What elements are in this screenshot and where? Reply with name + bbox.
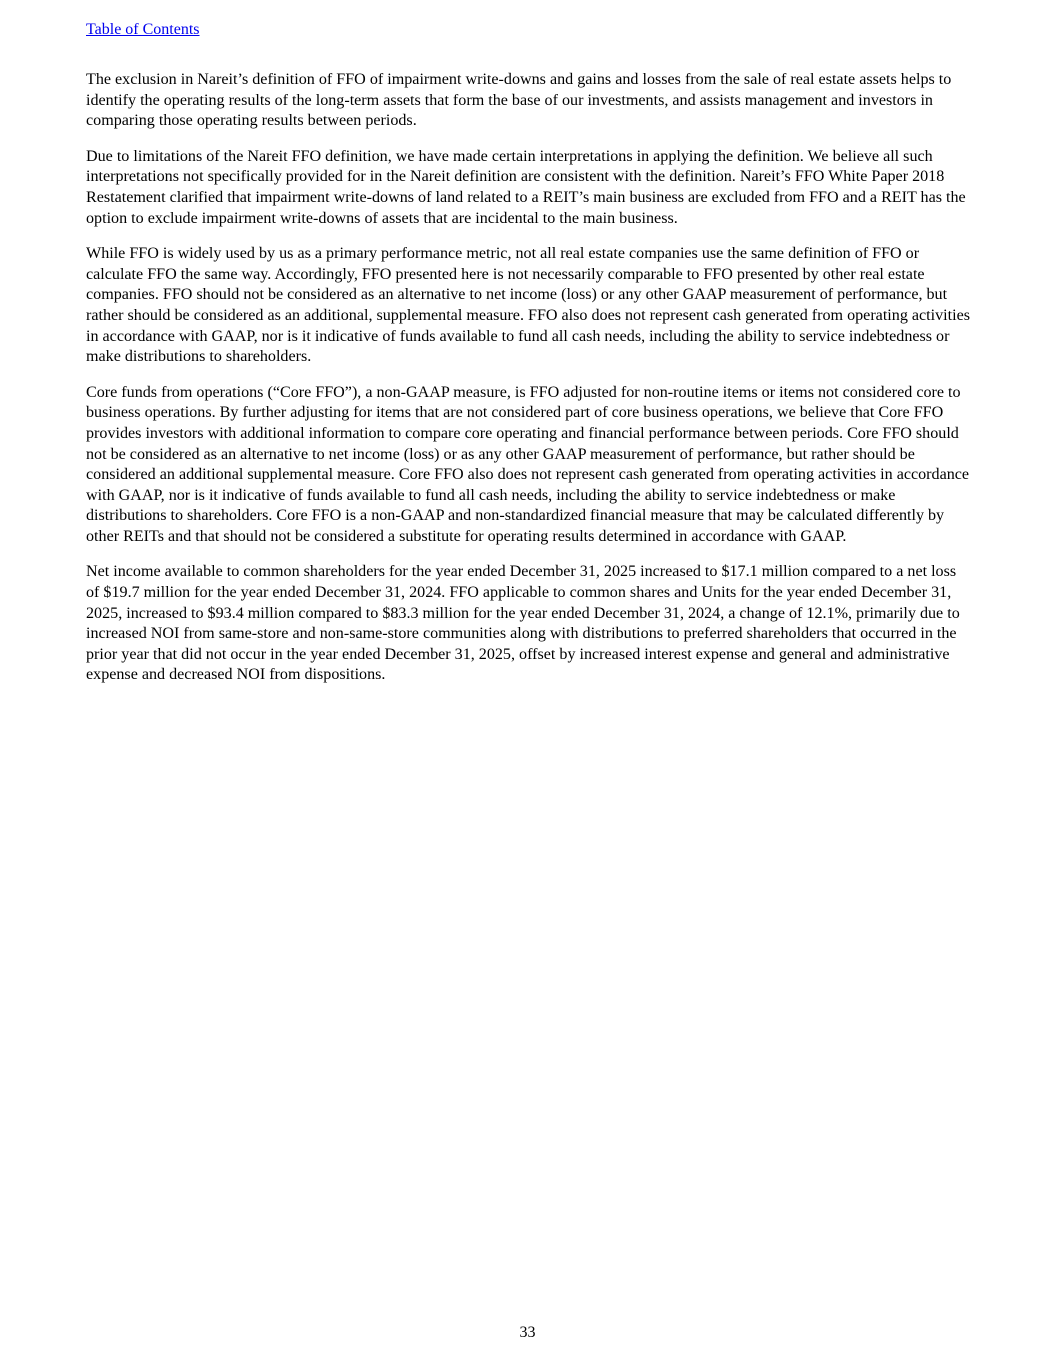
paragraph-net-income-results: Net income available to common shareholders for the year ended December 31, 2025 increased to $17.1 million compared to a net loss of $19.7 million for the year ended December 31, 2024. FFO applicable to common shares and Units for the year ended December 31, 2025, increased to $93.4 million compared to $83.3 million for the year ended December 31, 2024, a change of 12.1%, primarily due to increased NOI from same-store and non-same-store communities along with distributions to preferred shareholders that occurred in the prior year that did not occur in the year ended December 31, 2025, offset by increased interest expense and general and administrative expense and decreased NOI from dispositions. bbox=[86, 563, 960, 684]
paragraph-core-ffo: Core funds from operations (“Core FFO”), a non-GAAP measure, is FFO adjusted for non-routine items or items not considered core to business operations. By further adjusting for items that are not considered part of core business operations, we believe that Core FFO provides investors with additional information to compare core operating and financial performance between periods. Core FFO should not be considered as an alternative to net income (loss) or as any other GAAP measurement of performance, but rather should be considered an additional supplemental measure. Core FFO also does not represent cash generated from operating activities in accordance with GAAP, nor is it indicative of funds available to fund all cash needs, including the ability to service indebtedness or make distributions to shareholders. Core FFO is a non-GAAP and non-standardized financial measure that may be calculated differently by other REITs and that should not be considered a substitute for operating results determined in accordance with GAAP. bbox=[86, 383, 970, 545]
document-body bbox=[86, 70, 970, 701]
paragraph-nareit-interpretations: Due to limitations of the Nareit FFO definition, we have made certain interpretations in applying the definition. We believe all such interpretations not specifically provided for in the Nareit definition are consistent with the definition. Nareit’s FFO White Paper 2018 Restatement clarified that impairment write-downs of land related to a REIT’s main business are excluded from FFO and a REIT has the option to exclude impairment write-downs of assets that are incidental to the main business. bbox=[86, 147, 966, 227]
paragraph-ffo-exclusion: The exclusion in Nareit’s definition of FFO of impairment write-downs and gains and losses from the sale of real estate assets helps to identify the operating results of the long-term assets that form the base of our investments, and assists management and investors in comparing those operating results between periods. bbox=[86, 71, 952, 130]
page-number: 33 bbox=[519, 1324, 536, 1341]
paragraph-ffo-limitations: While FFO is widely used by us as a primary performance metric, not all real estate companies use the same definition of FFO or calculate FFO the same way. Accordingly, FFO presented here is not necessarily comparable to FFO presented by other real estate companies. FFO should not be considered as an alternative to net income (loss) or any other GAAP measurement of performance, but rather should be considered as an additional, supplemental measure. FFO also does not represent cash generated from operating activities in accordance with GAAP, nor is it indicative of funds available to fund all cash needs, including the ability to service indebtedness or make distributions to shareholders. bbox=[86, 245, 970, 366]
table-of-contents-link[interactable]: Table of Contents bbox=[86, 21, 200, 38]
